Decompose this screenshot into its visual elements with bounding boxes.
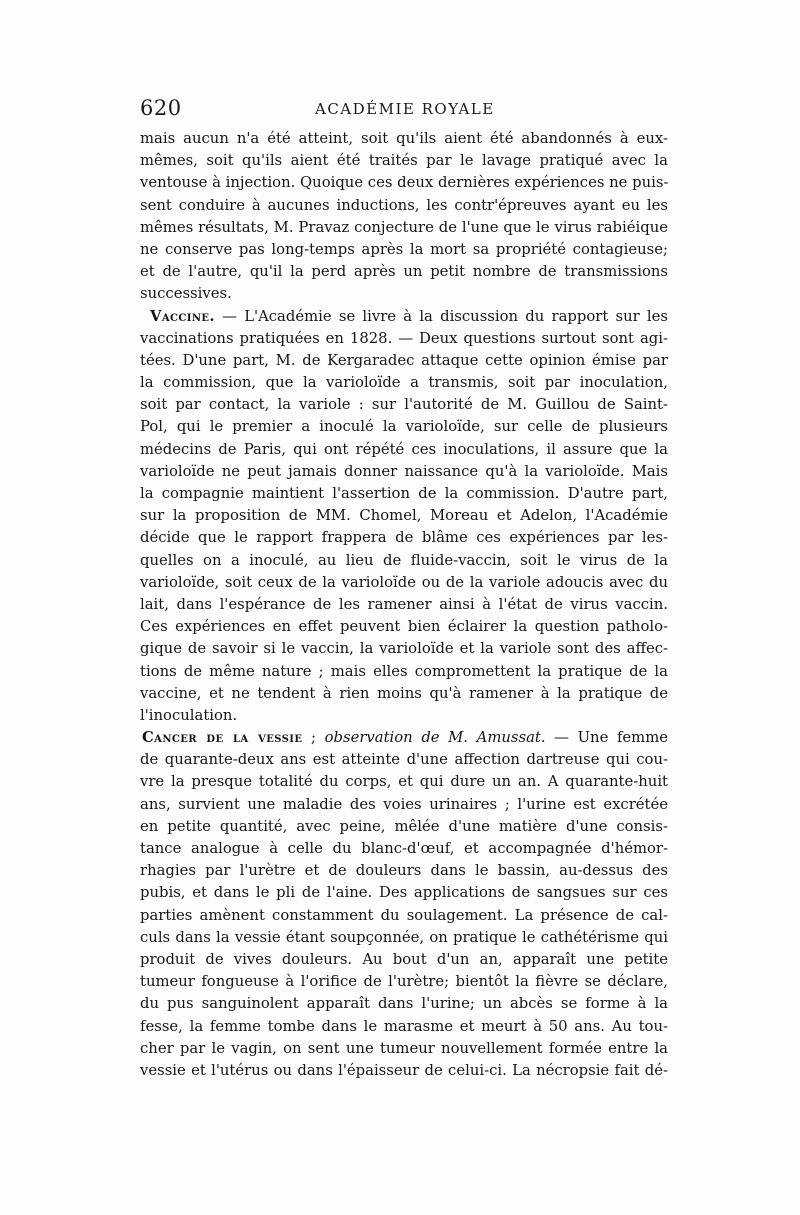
text-run: ; [302,729,325,747]
text-run: — Une femme [545,729,669,747]
text-run: — L'Académie se livre à la discussion du rapport sur les [214,307,668,325]
text-line: tées. D'une part, M. de Kergaradec attaque cette opinion émise par [140,351,668,369]
text-line: vaccinations pratiquées en 1828. — Deux questions surtout sont agi- [140,329,668,347]
text-line: cher par le vagin, on sent une tumeur nouvellement formée entre la [140,1039,668,1057]
text-line: tions de même nature ; mais elles compromettent la pratique de la [140,662,668,680]
text-line: ans, survient une maladie des voies urinaires ; l'urine est excrétée [140,795,668,813]
text-line: tance analogue à celle du blanc-d'œuf, et accompagnée d'hémor- [140,840,668,857]
text-line: la compagnie maintient l'assertion de la commission. D'autre part, [140,485,668,502]
page-header [140,96,668,126]
text-line: Ces expériences en effet peuvent bien éclairer la question patholo- [140,618,668,636]
text-line [140,727,668,749]
text-line: soit par contact, la variole : sur l'autorité de M. Guillou de Saint- [140,396,668,414]
text-line: Pol, qui le premier a inoculé la varioloïde, sur celle de plusieurs [140,418,668,436]
text-line: gique de savoir si le vaccin, la varioloïde et la variole sont des affec- [140,640,668,658]
text-line: du pus sanguinolent apparaît dans l'urine; un abcès se forme à la [140,995,668,1013]
text-line: varioloïde, soit ceux de la varioloïde ou de la variole adoucis avec du [140,573,668,591]
paragraph-vaccine [140,306,668,728]
text-line: culs dans la vessie étant soupçonnée, on pratique le cathétérisme qui [140,928,668,946]
text-line: sent conduire à aucunes inductions, les contr'épreuves ayant eu les [140,196,668,214]
observation-title: observation de M. Amussat. [324,729,546,747]
text-line: sur la proposition de MM. Chomel, Moreau et Adelon, l'Académie [140,507,668,525]
body-text [140,128,668,1082]
text-line: vessie et l'utérus ou dans l'épaisseur de celui-ci. La nécropsie fait dé- [140,1061,668,1079]
running-head: ACADÉMIE ROYALE [315,100,495,118]
text-line: ne conserve pas long-temps après la mort sa propriété contagieuse; [140,240,668,258]
text-line: parties amènent constamment du soulagement. La présence de cal- [140,906,668,924]
text-line: pubis, et dans le pli de l'aine. Des applications de sangsues sur ces [140,884,668,902]
text-line: successives. [140,285,232,303]
paragraph-rage-experiments [140,128,668,306]
text-line: fesse, la femme tombe dans le marasme et meurt à 50 ans. Au tou- [140,1017,668,1035]
text-line: tumeur fongueuse à l'orifice de l'urètre; bientôt la fièvre se déclare, [140,973,668,991]
text-line: médecins de Paris, qui ont répété ces inoculations, il assure que la [140,440,668,458]
text-line: varioloïde ne peut jamais donner naissance qu'à la varioloïde. Mais [140,462,668,480]
text-line: en petite quantité, avec peine, mêlée d'une matière d'une consis- [140,817,668,835]
section-heading-vaccine: Vaccine. [150,307,215,325]
text-line: de quarante-deux ans est atteinte d'une affection dartreuse qui cou- [140,751,668,769]
text-line [140,306,668,328]
text-line: lait, dans l'espérance de les ramener ainsi à l'état de virus vaccin. [140,595,668,613]
text-line: quelles on a inoculé, au lieu de fluide-vaccin, soit le virus de la [140,551,668,569]
text-line: produit de vives douleurs. Au bout d'un an, apparaît une petite [140,950,668,968]
paragraph-bladder-cancer [140,727,668,1082]
text-line: décide que le rapport frappera de blâme ces expériences par les- [140,529,668,547]
text-line: vaccine, et ne tendent à rien moins qu'à ramener à la pratique de [140,684,668,702]
text-line: et de l'autre, qu'il la perd après un petit nombre de transmissions [140,263,668,281]
page-number: 620 [140,96,182,120]
text-line: ventouse à injection. Quoique ces deux dernières expériences ne puis- [140,174,669,192]
text-line: mais aucun n'a été atteint, soit qu'ils aient été abandonnés à eux- [140,130,668,147]
text-line: rhagies par l'urètre et de douleurs dans le bassin, au-dessus des [140,862,668,880]
section-heading-bladder-cancer: Cancer de la vessie [142,729,303,747]
text-line: la commission, que la varioloïde a transmis, soit par inoculation, [140,374,668,392]
text-line: vre la presque totalité du corps, et qui dure un an. A quarante-huit [140,773,668,791]
text-line: mêmes, soit qu'ils aient été traités par le lavage pratiqué avec la [140,152,668,170]
text-line: l'inoculation. [140,706,238,724]
text-line: mêmes résultats, M. Pravaz conjecture de l'une que le virus rabiéique [140,218,668,236]
